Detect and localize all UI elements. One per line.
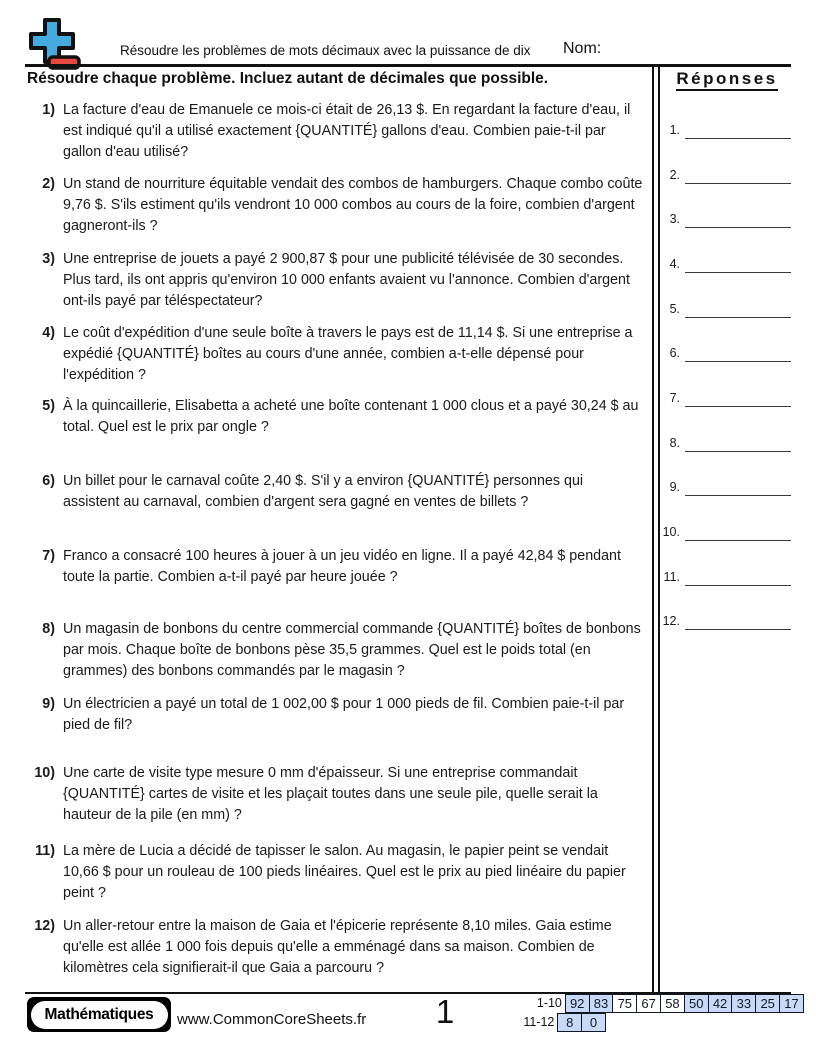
score-cell: 17 (779, 994, 804, 1013)
header-divider (25, 64, 791, 67)
answer-blank-line[interactable] (685, 300, 791, 318)
problem-text: Un aller-retour entre la maison de Gaia et l'épicerie représente 8,10 miles. Gaia estime qu'elle est allée 1 000 fois depuis qu'elle a emménagé dans sa maison. Combien de kilomètres cela signifierait-il que Gaia a parcouru ? (63, 918, 612, 976)
problem-text: Un électricien a payé un total de 1 002,00 $ pour 1 000 pieds de fil. Combien paie-t-il par pied de fil? (63, 696, 625, 733)
score-cell: 8 (557, 1013, 582, 1032)
answer-row (656, 432, 792, 452)
answer-blank-line[interactable] (685, 389, 791, 407)
score-row (518, 994, 804, 1013)
plus-minus-icon (23, 16, 81, 77)
answer-number: 12. (662, 614, 680, 628)
problem-text: Une carte de visite type mesure 0 mm d'épaisseur. Si une entreprise commandait {QUANTITÉ} cartes de visite et les plaçait toutes dans une seule pile, quelle serait la hauteur de la pile (en mm) ? (63, 765, 598, 823)
problem-item (25, 396, 647, 438)
problem-item (25, 471, 647, 513)
answer-number: 8. (669, 436, 680, 450)
problem-item (25, 546, 647, 588)
score-cell: 50 (684, 994, 709, 1013)
problem-number: 5) (42, 398, 55, 414)
website-url: www.CommonCoreSheets.fr (177, 1011, 367, 1028)
problem-text: Un magasin de bonbons du centre commercial commande {QUANTITÉ} boîtes de bonbons par mois. Chaque boîte de bonbons pèse 35,5 grammes. Quel est le poids total (en grammes) des bonbons commandés par le magasin ? (63, 621, 641, 679)
score-cell: 25 (755, 994, 780, 1013)
problem-text: À la quincaillerie, Elisabetta a acheté une boîte contenant 1 000 clous et a payé 30,24 $ au total. Quel est le prix par ongle ? (63, 398, 639, 435)
answer-number: 6. (669, 346, 680, 360)
score-cell: 67 (636, 994, 661, 1013)
score-row-label: 11-12 (523, 1015, 555, 1029)
problem-number: 8) (42, 621, 55, 637)
score-cell: 75 (612, 994, 637, 1013)
problem-number: 6) (42, 473, 55, 489)
name-label: Nom: (563, 40, 602, 57)
problem-text: Un stand de nourriture équitable vendait des combos de hamburgers. Chaque combo coûte 9,76 $. S'ils estiment qu'ils vendront 10 000 combos au cours de la foire, combien d'argent gagneront-ils ? (63, 176, 643, 234)
answers-header-label: Réponses (676, 69, 777, 91)
answer-blank-line[interactable] (685, 255, 791, 273)
score-row-label: 1-10 (536, 996, 562, 1010)
problem-item (25, 174, 647, 237)
answer-number: 4. (669, 257, 680, 271)
answer-row (656, 298, 792, 318)
problem-item (25, 100, 647, 163)
problem-text: La facture d'eau de Emanuele ce mois-ci était de 26,13 $. En regardant la facture d'eau, il est indiqué qu'il a utilisé exactement {QUANTITÉ} gallons d'eau. Combien paie-t-il par gallon d'eau utilisé? (63, 102, 631, 160)
answer-row (656, 164, 792, 184)
answer-row (656, 342, 792, 362)
answer-row (656, 521, 792, 541)
score-cell: 58 (660, 994, 685, 1013)
answer-blank-line[interactable] (685, 568, 791, 586)
answer-number: 1. (669, 123, 680, 137)
answer-number: 3. (669, 212, 680, 226)
problem-item (25, 916, 647, 979)
score-cell: 42 (708, 994, 733, 1013)
answer-blank-line[interactable] (685, 166, 791, 184)
problem-item (25, 763, 647, 826)
answer-row (656, 208, 792, 228)
answers-header (662, 69, 792, 89)
problem-item (25, 323, 647, 386)
problem-number: 9) (42, 696, 55, 712)
score-row (510, 1013, 606, 1032)
problem-number: 1) (42, 102, 55, 118)
answer-number: 2. (669, 168, 680, 182)
problem-item (25, 841, 647, 904)
score-cell: 33 (731, 994, 756, 1013)
score-cell: 0 (581, 1013, 606, 1032)
answer-blank-line[interactable] (685, 344, 791, 362)
answer-blank-line[interactable] (685, 434, 791, 452)
answer-row (656, 253, 792, 273)
score-cell: 92 (565, 994, 590, 1013)
brand-pill (31, 1001, 168, 1029)
answer-blank-line[interactable] (685, 523, 791, 541)
instructions-text: Résoudre chaque problème. Incluez autant de décimales que possible. (27, 70, 549, 87)
page-number: 1 (435, 993, 455, 1030)
problem-number: 11) (35, 843, 55, 859)
problem-text: Une entreprise de jouets a payé 2 900,87 $ pour une publicité télévisée de 30 secondes. Plus tard, ils ont appris qu'environ 10 000 enfants avaient vu l'annonce. Combien d'argent ont-ils payé par téléspectateur? (63, 251, 630, 309)
answer-row (656, 119, 792, 139)
problem-text: Le coût d'expédition d'une seule boîte à travers le pays est de 11,14 $. Si une entreprise a expédié {QUANTITÉ} boîtes au cours d'une année, combien a-t-elle dépensé pour l'expédition ? (63, 325, 633, 383)
problem-number: 3) (42, 251, 55, 267)
answer-number: 9. (669, 480, 680, 494)
answer-number: 7. (669, 391, 680, 405)
problem-text: Un billet pour le carnaval coûte 2,40 $. S'il y a environ {QUANTITÉ} personnes qui assistent au carnaval, combien d'argent sera gagné en ventes de billets ? (63, 473, 584, 510)
problem-number: 12) (34, 918, 55, 934)
problem-number: 10) (34, 765, 55, 781)
answer-blank-line[interactable] (685, 478, 791, 496)
problem-number: 4) (42, 325, 55, 341)
problem-text: Franco a consacré 100 heures à jouer à un jeu vidéo en ligne. Il a payé 42,84 $ pendant toute la partie. Combien a-t-il payé par heure jouée ? (63, 548, 621, 585)
problem-item (25, 694, 647, 736)
score-cell: 83 (589, 994, 614, 1013)
problem-item (25, 619, 647, 682)
answer-row (656, 387, 792, 407)
problem-item (25, 249, 647, 312)
answer-number: 10. (662, 525, 680, 539)
answer-row (656, 610, 792, 630)
answer-blank-line[interactable] (685, 612, 791, 630)
problem-number: 7) (42, 548, 55, 564)
brand-logo (27, 997, 171, 1032)
answer-blank-line[interactable] (685, 210, 791, 228)
brand-name: Mathématiques (44, 1005, 154, 1023)
answer-number: 5. (669, 302, 680, 316)
problem-number: 2) (42, 176, 55, 192)
answer-blank-line[interactable] (685, 121, 791, 139)
answer-number: 11. (663, 570, 680, 584)
problem-text: La mère de Lucia a décidé de tapisser le salon. Au magasin, le papier peint se vendait 10,66 $ pour un rouleau de 100 pieds linéaires. Quel est le prix au pied linéaire du papier peint ? (63, 843, 626, 901)
answer-row (656, 566, 792, 586)
worksheet-title: Résoudre les problèmes de mots décimaux avec la puissance de dix (120, 43, 531, 58)
answer-row (656, 476, 792, 496)
